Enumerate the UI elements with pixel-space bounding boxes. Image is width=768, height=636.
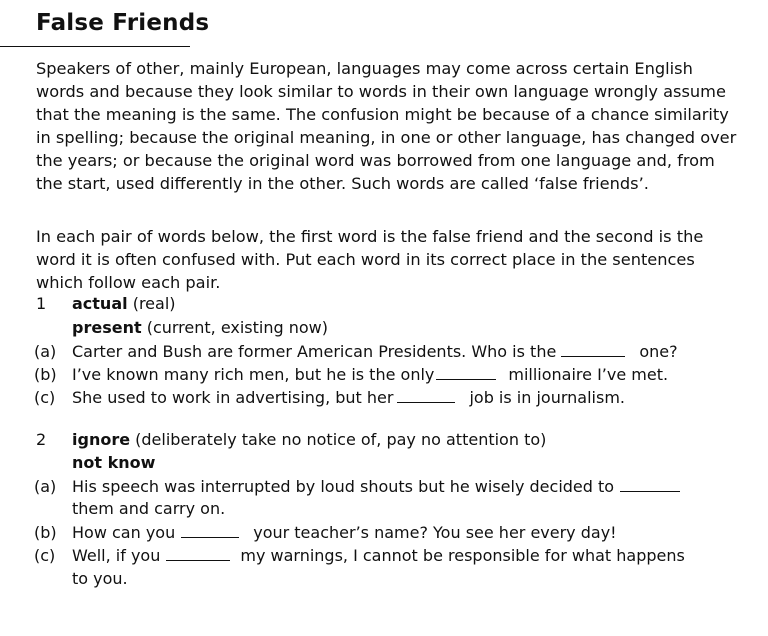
word-definition: (deliberately take no notice of, pay no attention to)	[130, 430, 547, 449]
exercise-number: 2	[36, 430, 47, 449]
page-title: False Friends	[36, 10, 210, 36]
word-definition: (real)	[127, 294, 176, 313]
sentence-text: His speech was interrupted by loud shouts but he wisely decided to	[72, 477, 615, 496]
answer-blank[interactable]	[166, 546, 230, 561]
sentence-text: your teacher’s name? You see her every day!	[253, 523, 617, 542]
sentence-text: Well, if you	[72, 546, 161, 565]
answer-blank[interactable]	[561, 342, 625, 357]
sentence-text: them and carry on.	[72, 499, 226, 518]
confused-word: not know	[72, 453, 156, 472]
sentence-text: one?	[639, 342, 678, 361]
title-underline	[0, 46, 190, 47]
item-label: (a)	[34, 342, 57, 361]
sentence-text: How can you	[72, 523, 176, 542]
item-label: (a)	[34, 477, 57, 496]
answer-blank[interactable]	[436, 365, 496, 380]
sentence-text: She used to work in advertising, but her	[72, 388, 394, 407]
word-definition: (current, existing now)	[141, 318, 328, 337]
item-label: (c)	[34, 388, 56, 407]
sentence-text: my warnings, I cannot be responsible for what happens	[240, 546, 685, 565]
confused-word: present	[72, 318, 142, 337]
item-label: (c)	[34, 546, 56, 565]
instructions-paragraph: In each pair of words below, the first word is the false friend and the second is the word it is often confused with. Put each word in its correct place in the sentences which follow each pair.	[36, 227, 704, 292]
false-friend-word: actual	[72, 294, 128, 313]
intro-paragraph: Speakers of other, mainly European, languages may come across certain English words and because they look similar to words in their own language wrongly assume that the meaning is the same. The confusion might be because of a chance similarity in spelling; because the original meaning, in one or other language, has changed over the years; or because the original word was borrowed from one language and, from the start, used differently in the other. Such words are called ‘false friends’.	[36, 59, 737, 193]
false-friend-word: ignore	[72, 430, 131, 449]
sentence-text: Carter and Bush are former American Presidents. Who is the	[72, 342, 557, 361]
sentence-text: job is in journalism.	[469, 388, 625, 407]
sentence-text: millionaire I’ve met.	[508, 365, 669, 384]
answer-blank[interactable]	[620, 477, 680, 492]
answer-blank[interactable]	[397, 388, 455, 403]
sentence-text: I’ve known many rich men, but he is the only	[72, 365, 435, 384]
item-label: (b)	[34, 523, 57, 542]
sentence-text: to you.	[72, 569, 128, 588]
item-label: (b)	[34, 365, 57, 384]
answer-blank[interactable]	[181, 523, 239, 538]
exercise-number: 1	[36, 294, 47, 313]
